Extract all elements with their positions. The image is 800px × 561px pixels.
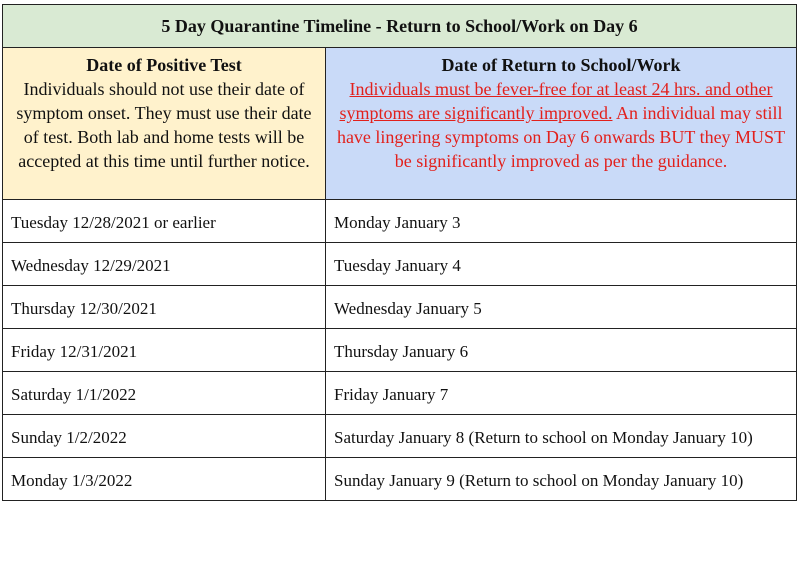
positive-test-header xyxy=(3,48,326,200)
return-date: Friday January 7 xyxy=(326,372,797,415)
return-date-heading: Date of Return to School/Work xyxy=(441,55,681,75)
positive-test-date: Wednesday 12/29/2021 xyxy=(3,243,326,286)
positive-test-date: Friday 12/31/2021 xyxy=(3,329,326,372)
table-row xyxy=(3,243,797,286)
quarantine-timeline-table xyxy=(2,4,797,501)
positive-test-date: Monday 1/3/2022 xyxy=(3,458,326,501)
return-date-header xyxy=(326,48,797,200)
table-row xyxy=(3,415,797,458)
table-title: 5 Day Quarantine Timeline - Return to School/Work on Day 6 xyxy=(3,5,797,48)
positive-test-date: Thursday 12/30/2021 xyxy=(3,286,326,329)
positive-test-date: Tuesday 12/28/2021 or earlier xyxy=(3,200,326,243)
return-date: Thursday January 6 xyxy=(326,329,797,372)
table-row xyxy=(3,286,797,329)
table-row xyxy=(3,329,797,372)
title-row xyxy=(3,5,797,48)
positive-test-heading: Date of Positive Test xyxy=(86,55,242,75)
positive-test-date: Saturday 1/1/2022 xyxy=(3,372,326,415)
fever-free-requirement: Individuals must be fever-free for at least 24 hrs. and other symptoms are significantly improved. xyxy=(339,79,773,123)
table-row xyxy=(3,200,797,243)
return-date: Monday January 3 xyxy=(326,200,797,243)
lingering-symptoms-note: An individual may still have lingering symptoms on Day 6 onwards BUT they MUST be significantly improved as per the guidance. xyxy=(336,103,786,171)
return-date: Sunday January 9 (Return to school on Monday January 10) xyxy=(326,458,797,501)
return-date-instructions xyxy=(332,77,790,173)
table-row xyxy=(3,458,797,501)
table-row xyxy=(3,372,797,415)
positive-test-instructions: Individuals should not use their date of symptom onset. They must use their date of test. Both lab and home tests will be accepted at this time until further notice. xyxy=(16,79,312,171)
return-date: Wednesday January 5 xyxy=(326,286,797,329)
return-date: Saturday January 8 (Return to school on Monday January 10) xyxy=(326,415,797,458)
header-row xyxy=(3,48,797,200)
positive-test-date: Sunday 1/2/2022 xyxy=(3,415,326,458)
return-date: Tuesday January 4 xyxy=(326,243,797,286)
